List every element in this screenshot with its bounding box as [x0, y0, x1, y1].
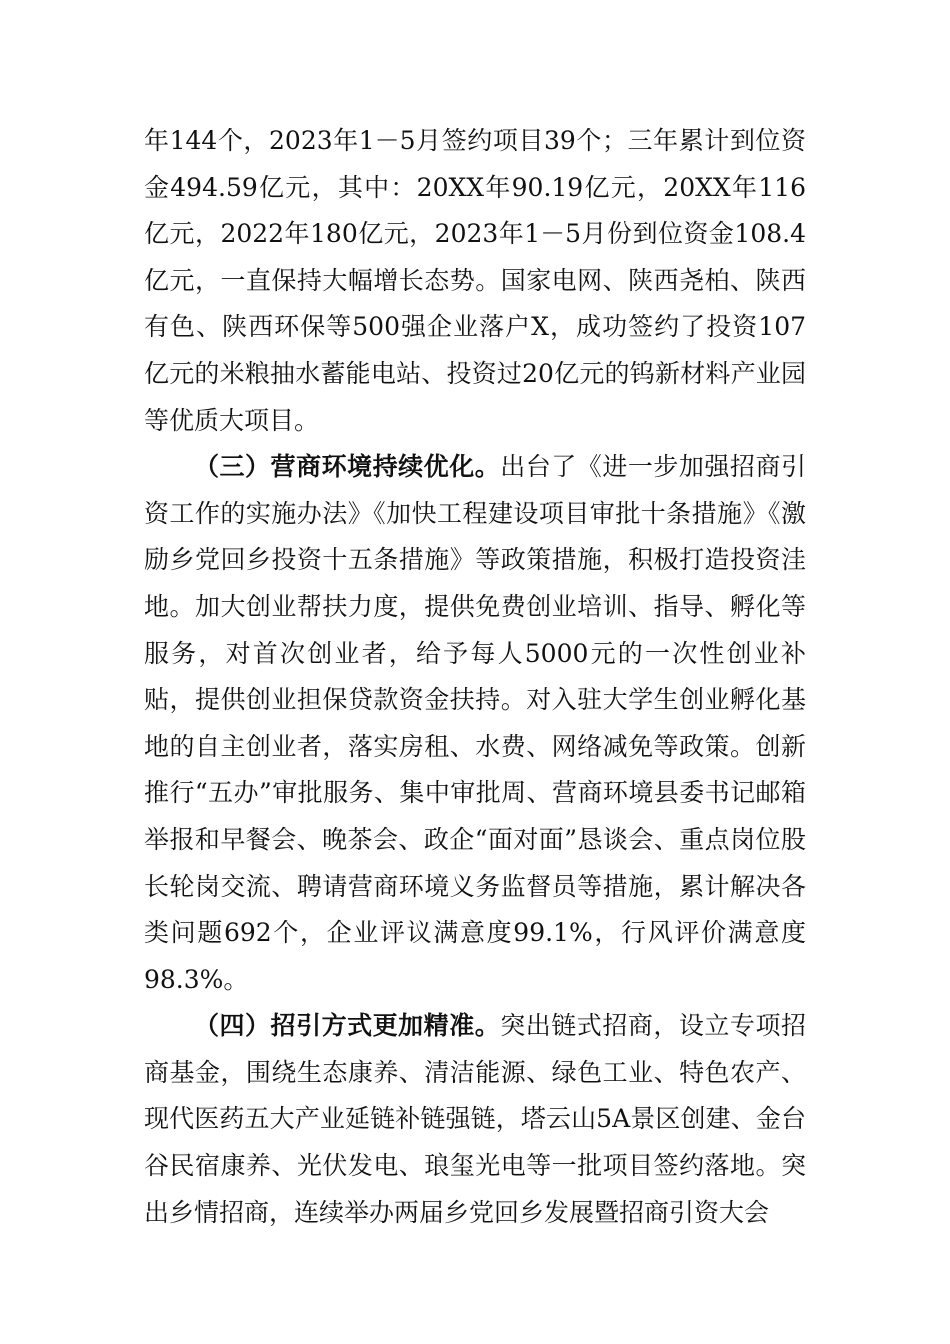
document-body: [144, 118, 806, 1236]
paragraph-continuation: [144, 118, 806, 444]
section-heading: （三）营商环境持续优化。: [194, 452, 501, 482]
paragraph-section-4: [144, 1003, 806, 1236]
section-heading: （四）招引方式更加精准。: [194, 1011, 501, 1041]
paragraph-section-3: [144, 444, 806, 1003]
paragraph-text: 突出链式招商，设立专项招商基金，围绕生态康养、清洁能源、绿色工业、特色农产、现代医药五大产业延链补链强链，塔云山5A景区创建、金台谷民宿康养、光伏发电、琅玺光电等一批项目签约落地。突出乡情招商，连续举办两届乡党回乡发展暨招商引资大会: [144, 1011, 806, 1227]
paragraph-text: 出台了《进一步加强招商引资工作的实施办法》《加快工程建设项目审批十条措施》《激励乡党回乡投资十五条措施》等政策措施，积极打造投资洼地。加大创业帮扶力度，提供免费创业培训、指导、孵化等服务，对首次创业者，给予每人5000元的一次性创业补贴，提供创业担保贷款资金扶持。对入驻大学生创业孵化基地的自主创业者，落实房租、水费、网络减免等政策。创新推行“五办”审批服务、集中审批周、营商环境县委书记邮箱举报和早餐会、晚茶会、政企“面对面”恳谈会、重点岗位股长轮岗交流、聘请营商环境义务监督员等措施，累计解决各类问题692个，企业评议满意度99.1%，行风评价满意度98.3%。: [144, 452, 806, 994]
paragraph-text: 年144个，2023年1－5月签约项目39个；三年累计到位资金494.59亿元，其中：20XX年90.19亿元，20XX年116亿元，2022年180亿元，2023年1－5月份到位资金108.4亿元，一直保持大幅增长态势。国家电网、陕西尧柏、陕西有色、陕西环保等500强企业落户X，成功签约了投资107亿元的米粮抽水蓄能电站、投资过20亿元的钨新材料产业园等优质大项目。: [144, 126, 806, 435]
